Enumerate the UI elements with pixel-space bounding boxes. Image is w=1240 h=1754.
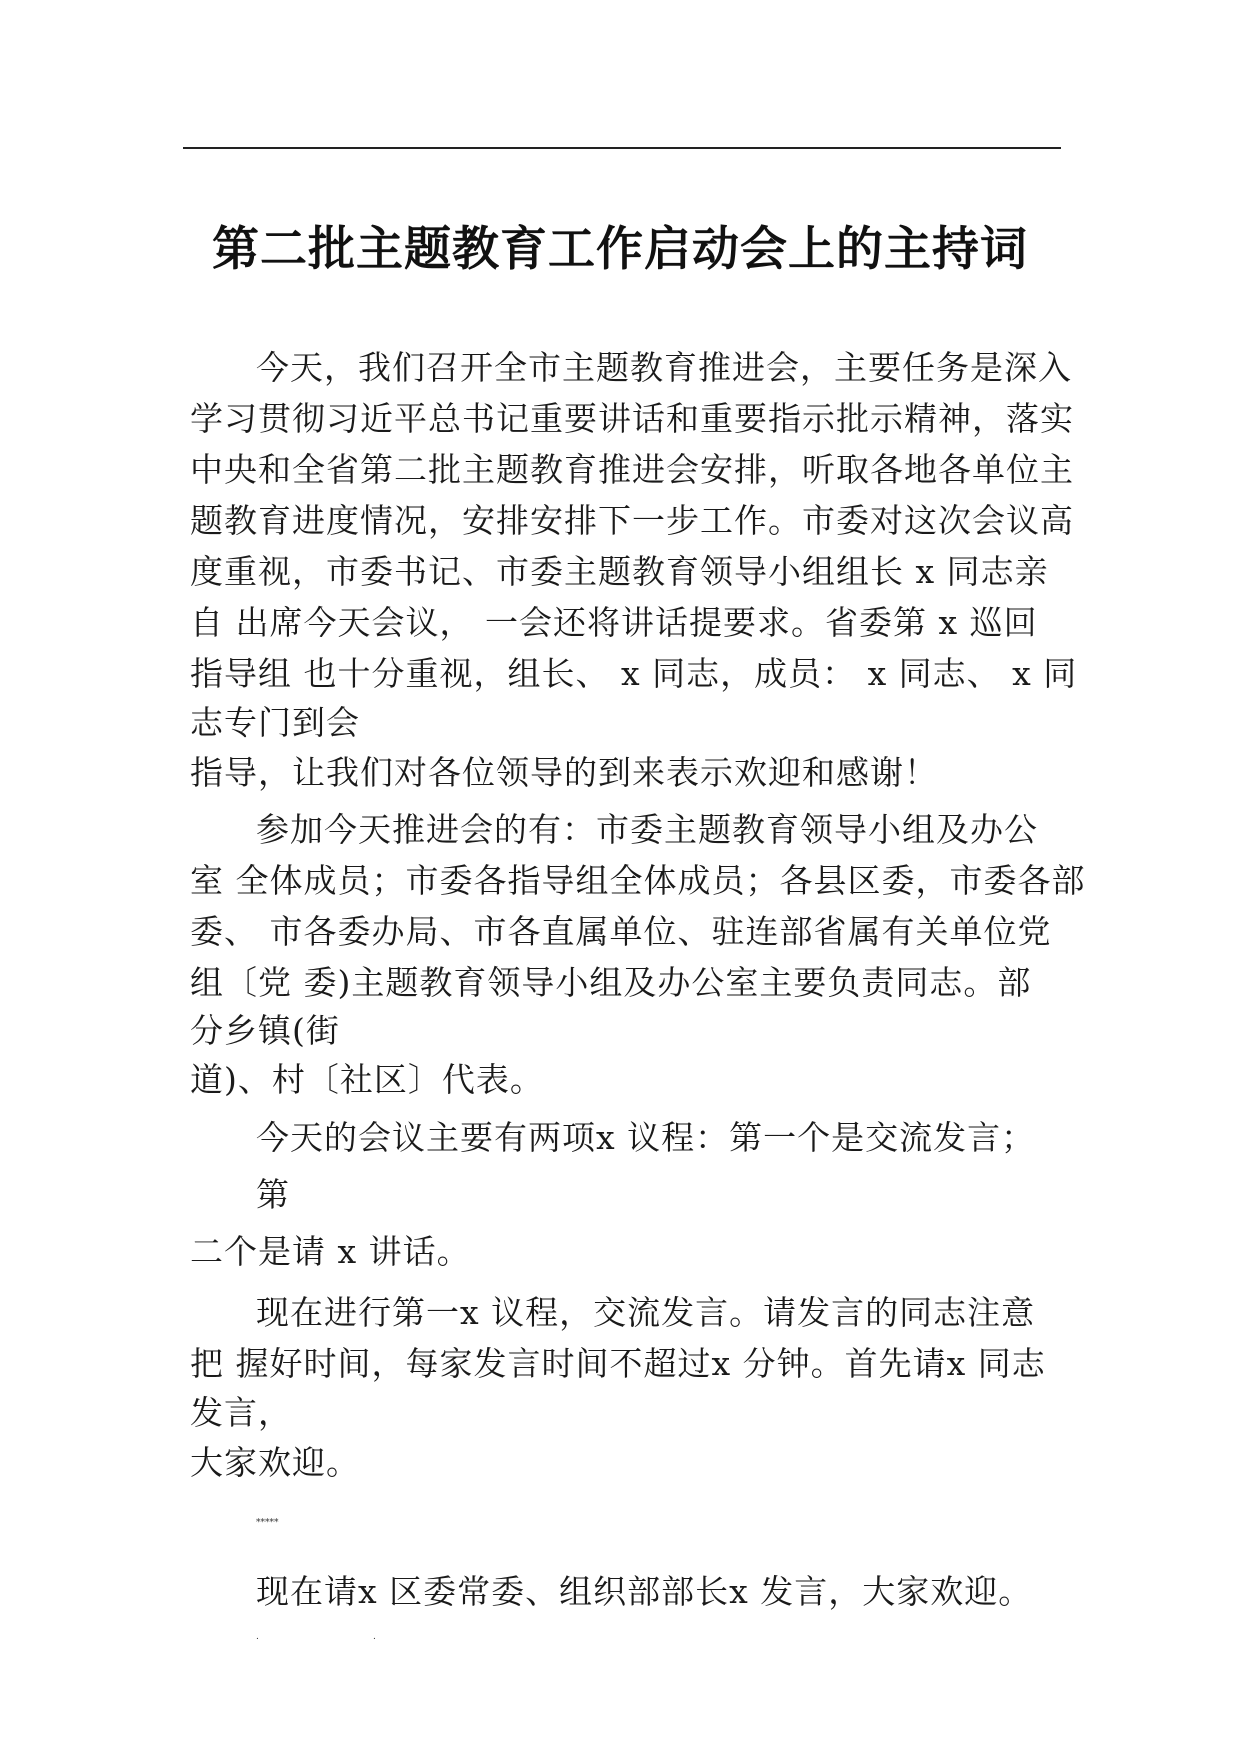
- body-line: 自 出席今天会议， 一会还将讲话提要求。省委第 x 巡回: [190, 603, 1038, 642]
- body-line: 度重视，市委书记、市委主题教育领导小组组长 x 同志亲: [190, 552, 1049, 591]
- separator-marks: *****: [256, 1518, 279, 1528]
- body-line: 指导，让我们对各位领导的到来表示欢迎和感谢！: [190, 753, 938, 792]
- body-line: 第: [256, 1175, 290, 1214]
- body-line: 今天的会议主要有两项x 议程：第一个是交流发言；: [256, 1118, 1036, 1157]
- body-line: 学习贯彻习近平总书记重要讲话和重要指示批示精神，落实: [190, 399, 1074, 438]
- document-title: 第二批主题教育工作启动会上的主持词: [212, 222, 1028, 277]
- body-line: 现在请x 区委常委、组织部部长x 发言，大家欢迎。: [256, 1572, 1033, 1611]
- header-rule: [183, 147, 1061, 149]
- body-line: 题教育进度情况，安排安排下一步工作。市委对这次会议高: [190, 501, 1074, 540]
- body-line: 指导组 也十分重视，组长、 x 同志，成员： x 同志、 x 同: [190, 654, 1078, 693]
- stray-mark: .: [373, 1632, 376, 1642]
- body-line: 分乡镇(街: [190, 1011, 340, 1050]
- body-line: 今天，我们召开全市主题教育推进会，主要任务是深入: [256, 348, 1072, 387]
- body-line: 把 握好时间，每家发言时间不超过x 分钟。首先请x 同志: [190, 1344, 1046, 1383]
- body-line: 参加今天推进会的有：市委主题教育领导小组及办公: [256, 810, 1038, 849]
- body-line: 大家欢迎。: [190, 1443, 360, 1482]
- body-line: 中央和全省第二批主题教育推进会安排，听取各地各单位主: [190, 450, 1074, 489]
- stray-mark: .: [256, 1632, 259, 1642]
- body-line: 二个是请 x 讲话。: [190, 1232, 471, 1271]
- body-line: 志专门到会: [190, 703, 360, 742]
- body-line: 委、 市各委办局、市各直属单位、驻连部省属有关单位党: [190, 912, 1052, 951]
- body-line: 室 全体成员；市委各指导组全体成员；各县区委，市委各部: [190, 861, 1086, 900]
- body-line: 组〔党 委)主题教育领导小组及办公室主要负责同志。部: [190, 963, 1032, 1002]
- body-line: 发言，: [190, 1393, 292, 1432]
- body-line: 道)、村〔社区〕代表。: [190, 1060, 544, 1099]
- body-line: 现在进行第一x 议程，交流发言。请发言的同志注意: [256, 1293, 1036, 1332]
